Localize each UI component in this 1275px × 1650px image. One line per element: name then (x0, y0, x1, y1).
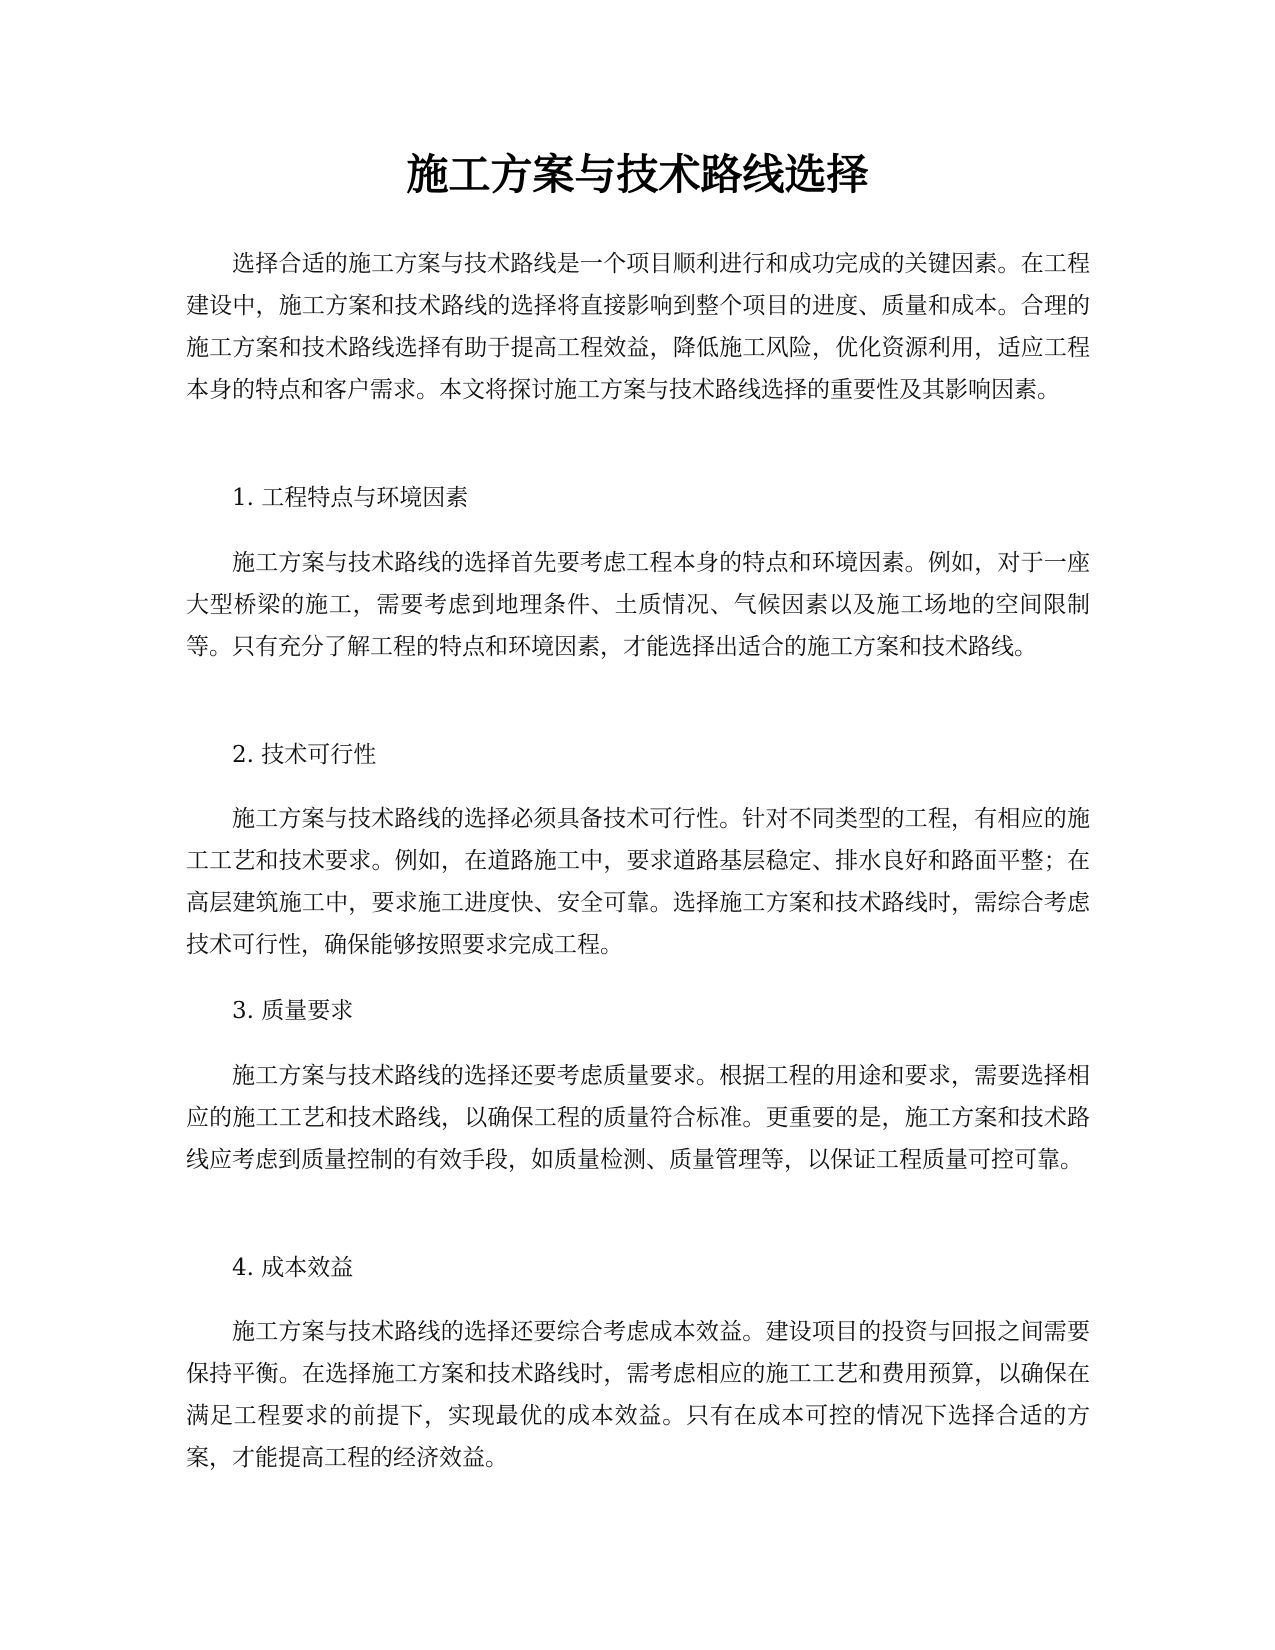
section-paragraph-2: 施工方案与技术路线的选择必须具备技术可行性。针对不同类型的工程，有相应的施工工艺和技术要求。例如，在道路施工中，要求道路基层稳定、排水良好和路面平整；在高层建筑施工中，要求施工进度快、安全可靠。选择施工方案和技术路线时，需综合考虑技术可行性，确保能够按照要求完成工程。 (186, 806, 1090, 958)
section-heading-2: 2. 技术可行性 (232, 742, 377, 768)
document-title: 施工方案与技术路线选择 (406, 150, 869, 199)
intro-paragraph: 选择合适的施工方案与技术路线是一个项目顺利进行和成功完成的关键因素。在工程建设中，施工方案和技术路线的选择将直接影响到整个项目的进度、质量和成本。合理的施工方案和技术路线选择有助于提高工程效益，降低施工风险，优化资源利用，适应工程本身的特点和客户需求。本文将探讨施工方案与技术路线选择的重要性及其影响因素。 (186, 251, 1090, 403)
section-heading-3: 3. 质量要求 (232, 998, 354, 1024)
section-heading-1: 1. 工程特点与环境因素 (232, 485, 469, 511)
section-paragraph-3: 施工方案与技术路线的选择还要考虑质量要求。根据工程的用途和要求，需要选择相应的施工工艺和技术路线，以确保工程的质量符合标准。更重要的是，施工方案和技术路线应考虑到质量控制的有效手段，如质量检测、质量管理等，以保证工程质量可控可靠。 (186, 1063, 1090, 1173)
section-heading-4: 4. 成本效益 (232, 1255, 354, 1281)
section-paragraph-1: 施工方案与技术路线的选择首先要考虑工程本身的特点和环境因素。例如，对于一座大型桥梁的施工，需要考虑到地理条件、土质情况、气候因素以及施工场地的空间限制等。只有充分了解工程的特点和环境因素，才能选择出适合的施工方案和技术路线。 (186, 550, 1090, 660)
section-paragraph-4: 施工方案与技术路线的选择还要综合考虑成本效益。建设项目的投资与回报之间需要保持平衡。在选择施工方案和技术路线时，需考虑相应的施工工艺和费用预算，以确保在满足工程要求的前提下，实现最优的成本效益。只有在成本可控的情况下选择合适的方案，才能提高工程的经济效益。 (186, 1319, 1090, 1471)
